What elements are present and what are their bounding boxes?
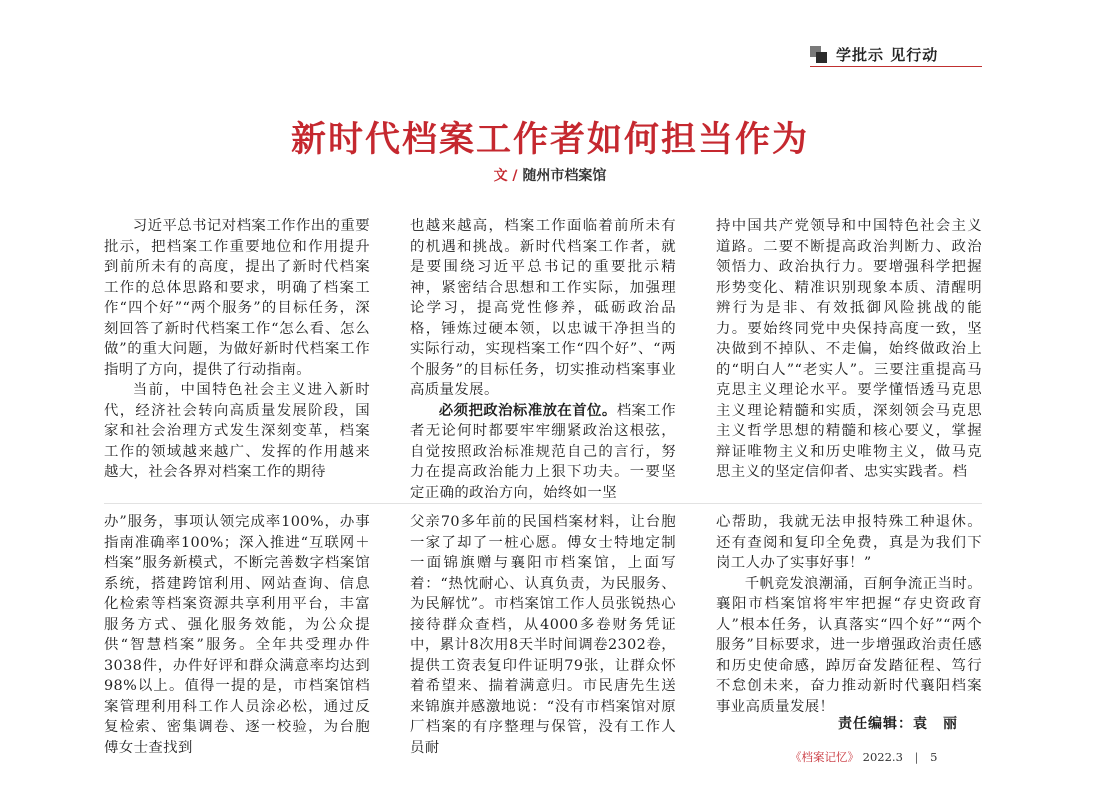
paragraph: 持中国共产党领导和中国特色社会主义道路。二要不断提高政治判断力、政治领悟力、政治执行力。要增强科学把握形势变化、精准识别现象本质、清醒明辨行为是非、有效抵御风险挑战的能力。要始终同党中央保持高度一致，坚决做到不掉队、不走偏，始终做政治上的“明白人”“老实人”。三要注重提高马克思主义理论水平。要学懂悟透马克思主义理论精髓和实质，深刻领会马克思主义哲学思想的精髓和核心要义，掌握辩证唯物主义和历史唯物主义，做马克思主义的坚定信仰者、忠实实践者。档 bbox=[716, 218, 982, 480]
article-title: 新时代档案工作者如何担当作为 bbox=[290, 119, 809, 160]
section-rule bbox=[810, 66, 982, 67]
section-label: 学批示 见行动 bbox=[836, 46, 939, 64]
footer-separator: | bbox=[914, 750, 919, 764]
paragraph-body: 档案工作者无论何时都要牢牢绷紧政治这根弦，自觉按照政治标准规范自己的言行，努力在提高政治能力上狠下功夫。一要坚定正确的政治方向，始终如一坚 bbox=[410, 402, 676, 501]
paragraph: 办”服务，事项认领完成率100%，办事指南准确率100%；深入推进“互联网＋档案”服务新模式，不断完善数字档案馆系统，搭建跨馆利用、网站查询、信息化检索等档案资源共享利用平台，丰富服务方式、强化服务效能，为公众提供“智慧档案”服务。全年共受理办件3038件，办件好评和群众满意率均达到98%以上。值得一提的是，市档案馆档案管理利用科工作人员涂必松，通过反复检索、密集调卷、逐一校验，为台胞傅女士查找到 bbox=[104, 514, 370, 756]
block-separator bbox=[104, 503, 982, 504]
byline-author: 随州市档案馆 bbox=[522, 168, 607, 184]
responsible-editor: 责任编辑：袁 丽 bbox=[838, 716, 958, 732]
paragraph: 也越来越高，档案工作面临着前所未有的机遇和挑战。新时代档案工作者，就是要围绕习近平总书记的重要批示精神，紧密结合思想和工作实际，加强理论学习，提高党性修养，砥砺政治品格，锤炼过硬本领，以忠诚干净担当的实际行动，实现档案工作“四个好”、“两个服务”的目标任务，切实推动档案事业高质量发展。 bbox=[410, 218, 676, 398]
paragraph bbox=[410, 401, 676, 504]
section-header bbox=[810, 44, 982, 66]
issue-number: 2022.3 bbox=[862, 750, 903, 764]
paragraph: 习近平总书记对档案工作作出的重要批示，把档案工作重要地位和作用提升到前所未有的高度，提出了新时代档案工作的总体思路和要求，明确了档案工作“四个好”“两个服务”的目标任务，深刻回答了新时代档案工作“怎么看、怎么做”的重大问题，为做好新时代档案工作指明了方向，提供了行动指南。 bbox=[104, 218, 370, 378]
byline-prefix: 文 / bbox=[493, 168, 523, 184]
upper-column-2 bbox=[410, 216, 676, 504]
upper-column-3 bbox=[716, 216, 982, 504]
page-footer bbox=[790, 749, 937, 765]
paragraph: 千帆竞发浪潮涌，百舸争流正当时。襄阳市档案馆将牢牢把握“存史资政育人”根本任务，认真落实“四个好”“两个服务”目标要求，进一步增强政治责任感和历史使命感，踔厉奋发踏征程、笃行不怠创未来，奋力推动新时代襄阳档案事业高质量发展！ bbox=[716, 575, 982, 715]
paragraph: 父亲70多年前的民国档案材料，让台胞一家了却了一桩心愿。傅女士特地定制一面锦旗赠与襄阳市档案馆，上面写着：“热忱耐心、认真负责，为民服务、为民解忧”。市档案馆工作人员张锐热心接待群众查档，从4000多卷财务凭证中，累计8次用8天半时间调卷2302卷，提供工资表复印件证明79张，让群众怀着希望来、揣着满意归。市民唐先生送来锦旗并感激地说：“没有市档案馆对原厂档案的有序整理与保管，没有工作人员耐 bbox=[410, 514, 676, 756]
lower-column-2 bbox=[410, 512, 676, 756]
journal-name: 《档案记忆》 bbox=[790, 750, 859, 764]
upper-column-1 bbox=[104, 216, 370, 504]
lower-column-3 bbox=[716, 512, 982, 715]
paragraph: 心帮助，我就无法申报特殊工种退休。还有查阅和复印全免费，真是为我们下岗工人办了实事好事！” bbox=[716, 514, 982, 571]
byline bbox=[0, 165, 1100, 185]
page-number: 5 bbox=[930, 750, 938, 764]
paragraph-lead: 必须把政治标准放在首位。 bbox=[438, 401, 617, 419]
paragraph: 当前，中国特色社会主义进入新时代，经济社会转向高质量发展阶段，国家和社会治理方式发生深刻变革，档案工作的领域越来越广、发挥的作用越来越大，社会各界对档案工作的期待 bbox=[104, 382, 370, 480]
lower-column-1 bbox=[104, 512, 370, 756]
section-mark-icon bbox=[810, 46, 828, 64]
